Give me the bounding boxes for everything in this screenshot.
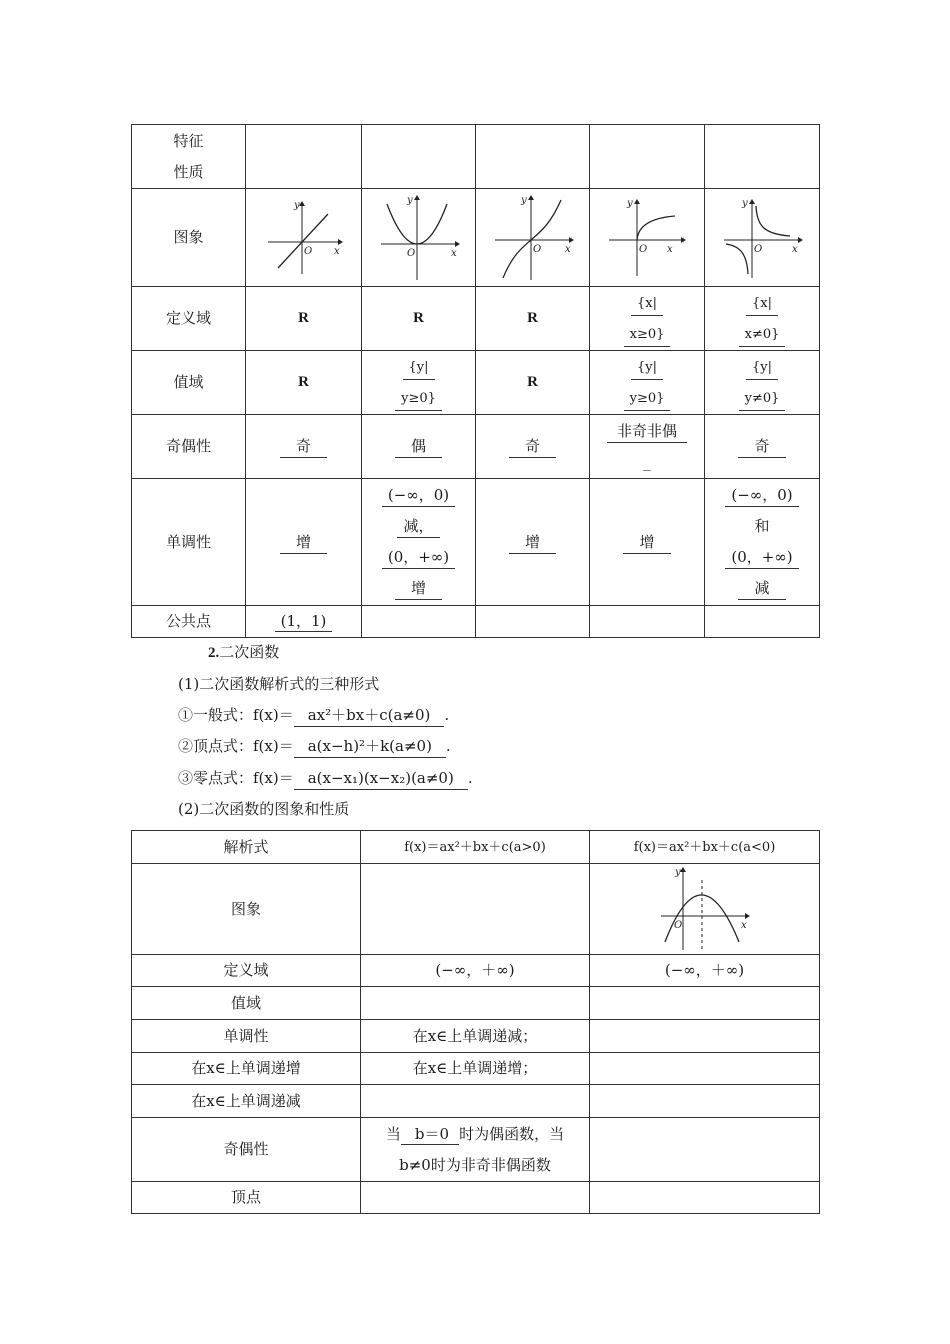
row-domain — [132, 287, 820, 351]
parity-cell: 奇 — [246, 415, 362, 479]
domain-cell: R — [362, 287, 476, 351]
parity-label: 奇偶性 — [132, 415, 246, 479]
mono-cell: 增 — [476, 479, 590, 606]
t2-header-negative: f(x)＝ax²＋bx＋c(a<0) — [590, 831, 820, 864]
svg-text:y: y — [520, 194, 527, 206]
common-point-label: 公共点 — [132, 606, 246, 638]
t2-graph-negative — [590, 864, 820, 955]
svg-text:O: O — [532, 243, 541, 255]
row-parity — [132, 415, 820, 479]
svg-text:y: y — [627, 197, 633, 209]
row-common-point — [132, 606, 820, 638]
svg-text:x: x — [667, 243, 673, 255]
row-range — [132, 351, 820, 415]
t2-decreasing-row: 在x∈上单调递减 — [132, 1085, 820, 1118]
svg-text:O: O — [639, 243, 648, 255]
range-cell: {y| y≠0} — [705, 351, 820, 415]
svg-text:O: O — [303, 245, 312, 257]
vertex-form: ②顶点式：f(x)＝ a(x−h)²＋k(a≠0) . — [178, 735, 451, 758]
range-cell: {y| y≥0} — [590, 351, 705, 415]
power-function-table — [131, 124, 820, 638]
svg-text:x: x — [792, 243, 798, 255]
range-cell: R — [476, 351, 590, 415]
range-cell: R — [246, 351, 362, 415]
row-monotonicity — [132, 479, 820, 606]
graph-label: 图象 — [132, 189, 246, 287]
zero-form: ③零点式：f(x)＝ a(x−x₁)(x−x₂)(a≠0) . — [178, 767, 473, 790]
subheading-forms: (1)二次函数解析式的三种形式 — [178, 675, 380, 693]
mono-cell: 增 — [246, 479, 362, 606]
graph-y-eq-x3 — [476, 189, 590, 287]
mono-cell: 增 — [590, 479, 705, 606]
t2-domain-row: 定义域 (−∞，＋∞) (−∞，＋∞) — [132, 955, 820, 987]
subheading-properties: (2)二次函数的图象和性质 — [178, 800, 350, 818]
svg-text:y: y — [742, 197, 748, 209]
graph-y-eq-inverse-x — [705, 189, 820, 287]
range-cell: {y| y≥0} — [362, 351, 476, 415]
range-label: 值域 — [132, 351, 246, 415]
mono-cell: (−∞，0) 和 (0，+∞) 减 — [705, 479, 820, 606]
domain-label: 定义域 — [132, 287, 246, 351]
domain-cell: R — [246, 287, 362, 351]
common-point-cell: (1，1) — [246, 606, 362, 638]
mono-label: 单调性 — [132, 479, 246, 606]
t2-vertex-row: 顶点 — [132, 1182, 820, 1214]
quadratic-table — [131, 830, 820, 1214]
svg-text:O: O — [673, 920, 682, 931]
graph-linear-icon — [264, 198, 344, 278]
domain-cell: {x| x≥0} — [590, 287, 705, 351]
parity-cell: 偶 — [362, 415, 476, 479]
t2-header-positive: f(x)＝ax²＋bx＋c(a>0) — [361, 831, 590, 864]
svg-text:x: x — [740, 920, 747, 931]
t2-increasing-row: 在x∈上单调递增 在x∈上单调递增； — [132, 1053, 820, 1085]
domain-cell: {x| x≠0} — [705, 287, 820, 351]
t2-domain-negative: (−∞，＋∞) — [590, 955, 820, 987]
row-feature — [132, 125, 820, 189]
parity-cell: 奇 — [705, 415, 820, 479]
t2-mono-row: 单调性 在x∈上单调递减； — [132, 1020, 820, 1053]
mono-cell: (−∞，0) 减， (0，+∞) 增 — [362, 479, 476, 606]
svg-text:x: x — [333, 245, 340, 257]
svg-text:x: x — [564, 243, 571, 255]
svg-text:x: x — [450, 247, 457, 259]
graph-y-eq-x — [246, 189, 362, 287]
t2-header-label: 解析式 — [132, 831, 361, 864]
t2-domain-positive: (−∞，＋∞) — [361, 955, 590, 987]
graph-y-eq-sqrt-x — [590, 189, 705, 287]
graph-parabola-icon — [377, 194, 461, 282]
graph-sqrt-icon — [605, 196, 689, 280]
t2-graph-row — [132, 864, 820, 955]
parity-cell: 非奇非偶 _ — [590, 415, 705, 479]
svg-text:y: y — [406, 194, 413, 206]
downward-parabola-icon — [657, 866, 753, 952]
graph-hyperbola-icon — [720, 196, 804, 280]
svg-text:O: O — [754, 243, 763, 255]
graph-cubic-icon — [491, 194, 575, 282]
t2-range-row: 值域 — [132, 987, 820, 1020]
domain-cell: R — [476, 287, 590, 351]
feature-label: 特征 性质 — [132, 125, 246, 189]
t2-parity-positive: 当 b＝0 时为偶函数，当 b≠0时为非奇非偶函数 — [361, 1118, 590, 1182]
general-form: ①一般式：f(x)＝ ax²＋bx＋c(a≠0) . — [178, 704, 449, 727]
t2-header-row — [132, 831, 820, 864]
svg-text:y: y — [674, 867, 681, 878]
svg-text:y: y — [293, 199, 300, 211]
graph-y-eq-x2 — [362, 189, 476, 287]
svg-text:O: O — [406, 247, 415, 259]
row-graph — [132, 189, 820, 287]
t2-parity-row: 奇偶性 当 b＝0 时为偶函数，当 b≠0时为非奇非偶函数 — [132, 1118, 820, 1182]
t2-graph-label: 图象 — [132, 864, 361, 955]
section-heading: 2.二次函数 — [208, 643, 280, 661]
parity-cell: 奇 — [476, 415, 590, 479]
